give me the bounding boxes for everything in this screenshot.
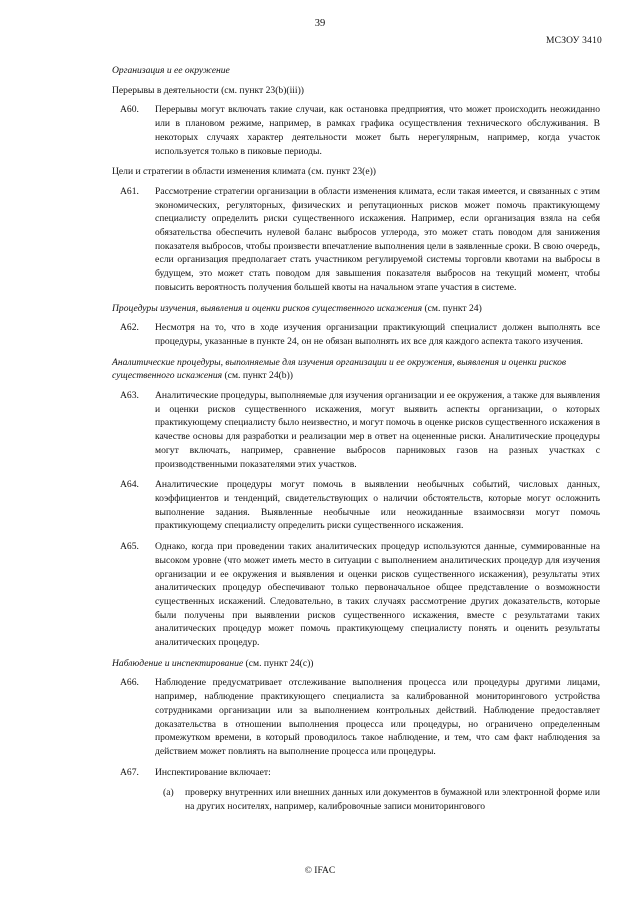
heading-text: Перерывы в деятельности xyxy=(112,84,222,96)
paragraph-text: Инспектирование включает: xyxy=(155,766,271,778)
heading-text: Процедуры изучения, выявления и оценки рисков существенного искажения xyxy=(112,302,423,314)
paragraph-number: A66. xyxy=(120,677,139,689)
paragraph-reference: (см. пункт 24(b)) xyxy=(222,370,293,382)
list-item-letter: (a) xyxy=(163,787,174,799)
subsection-heading xyxy=(112,84,600,98)
paragraph-number: A63. xyxy=(120,390,139,402)
paragraph-text: Аналитические процедуры, выполняемые для изучения организации и ее окружения, а также для выявления и оценки рисков существенного искажения, могут выявить аспекты организации, о которых практикующему специалисту было неизвестно, и могут помочь в оценке рисков существенного искажения в качестве основы для разработки и реализации мер в ответ на оцененные риски. Аналитические процедуры могут включать, например, сравнение выбросов парниковых газов на разных участках с производственными показателями этих участков. xyxy=(155,390,600,470)
paragraph-number: A60. xyxy=(120,104,139,116)
paragraph-reference: (см. пункт 24) xyxy=(422,302,482,314)
paragraph-text: Перерывы могут включать такие случаи, как остановка предприятия, что может происходить неожиданно или в плановом режиме, например, в рамках графика осуществления технического обслуживания. В некоторых случаях характер деятельности может быть нерегулярным, например, когда участок используется только в пиковые периоды. xyxy=(155,104,600,157)
paragraph-text: Несмотря на то, что в ходе изучения организации практикующий специалист должен выполнять все процедуры, указанные в пункте 24, он не обязан выполнять их все для каждого аспекта такого изучения. xyxy=(155,322,600,347)
paragraph-number: A64. xyxy=(120,479,139,491)
numbered-paragraph xyxy=(112,540,600,650)
document-body xyxy=(112,64,600,814)
paragraph-text: Однако, когда при проведении таких аналитических процедур используются данные, суммированные на высоком уровне (что может иметь место в ситуации с выполнением аналитических процедур для изучения организации и ее окружения и выявления и оценки рисков существенного искажения), результаты этих аналитических процедур обеспечивают только первоначальное общее представление о возможности существенных искажений. Следовательно, в таких случаях рассмотрение других доказательств, которые были получены при выявлении рисков существенного искажения, вместе с результатами таких аналитических процедур может помочь практикующему специалисту понять и оценить результаты аналитических процедур. xyxy=(155,541,600,649)
heading-text: Цели и стратегии в области изменения климата xyxy=(112,166,309,178)
copyright-footer: © IFAC xyxy=(304,866,336,876)
paragraph-number: A62. xyxy=(120,322,139,334)
page-number: 39 xyxy=(314,18,326,29)
paragraph-reference: (см. пункт 23(b)(iii)) xyxy=(221,84,304,96)
paragraph-text: Рассмотрение стратегии организации в области изменения климата, если такая имеется, и связанных с этим экономических, регуляторных, физических и репутационных рисков может помочь практикующему специалисту определить риски существенного искажения. Например, если организация взяла на себя обязательства обеспечить нулевой баланс выбросов углерода, это может стать поводом для занижения показателя выбросов, чтобы произвести впечатление выполнения цели в заявленные сроки. В свою очередь, если организация предполагает стать участником регулируемой системы торговли квотами на выбросы в будущем, это может стать поводом для завышения показателя выбросов на текущий момент, чтобы повысить вероятность получения большей квоты на начальном этапе участия в системе. xyxy=(155,185,600,293)
list-item xyxy=(155,786,600,813)
paragraph-number: A67. xyxy=(120,766,139,778)
paragraph-text: Аналитические процедуры могут помочь в выявлении необычных событий, числовых данных, коэффициентов и тенденций, свидетельствующих о наличии обстоятельств, которые могут осложнить выполнение задания. Выявленные необычные или неожиданные взаимосвязи могут помочь практикующему специалисту определить риски существенного искажения. xyxy=(155,479,600,532)
list-item-text: проверку внутренних или внешних данных или документов в бумажной или электронной форме или на других носителях, например, калибровочные записи мониторингового xyxy=(185,787,600,813)
paragraph-reference: (см. пункт 23(e)) xyxy=(308,166,376,178)
numbered-paragraph xyxy=(112,185,600,295)
subsection-heading xyxy=(112,302,600,316)
subsection-heading xyxy=(112,356,600,383)
section-title: Организация и ее окружение xyxy=(112,65,230,76)
numbered-paragraph xyxy=(112,676,600,758)
paragraph-number: A65. xyxy=(120,541,139,553)
numbered-paragraph xyxy=(112,321,600,348)
numbered-paragraph xyxy=(112,389,600,471)
subsection-heading xyxy=(112,657,600,671)
numbered-paragraph xyxy=(112,766,600,780)
paragraph-number: A61. xyxy=(120,185,139,197)
subsection-heading xyxy=(112,165,600,179)
document-code: МСЗОУ 3410 xyxy=(546,36,602,46)
numbered-paragraph xyxy=(112,103,600,158)
paragraph-text: Наблюдение предусматривает отслеживание выполнения процесса или процедуры другими лицами, например, наблюдение практикующего специалиста за калиброванной мониторингового устройства сотрудниками организации или за выполнением контрольных действий. Наблюдение предоставляет доказательства в отношении выполнения процесса или процедуры, но ограничено определенным промежутком времени, в который проводилось такое наблюдение, и тем, что сам факт наблюдения за действием может повлиять на выполнение процесса или процедуры. xyxy=(155,677,600,757)
paragraph-reference: (см. пункт 24(c)) xyxy=(243,657,314,669)
heading-text: Наблюдение и инспектирование xyxy=(112,657,244,669)
heading-text: Аналитические процедуры, выполняемые для изучения организации и ее окружения, выявления и оценки рисков существенного искажения xyxy=(112,356,567,382)
numbered-paragraph xyxy=(112,478,600,533)
